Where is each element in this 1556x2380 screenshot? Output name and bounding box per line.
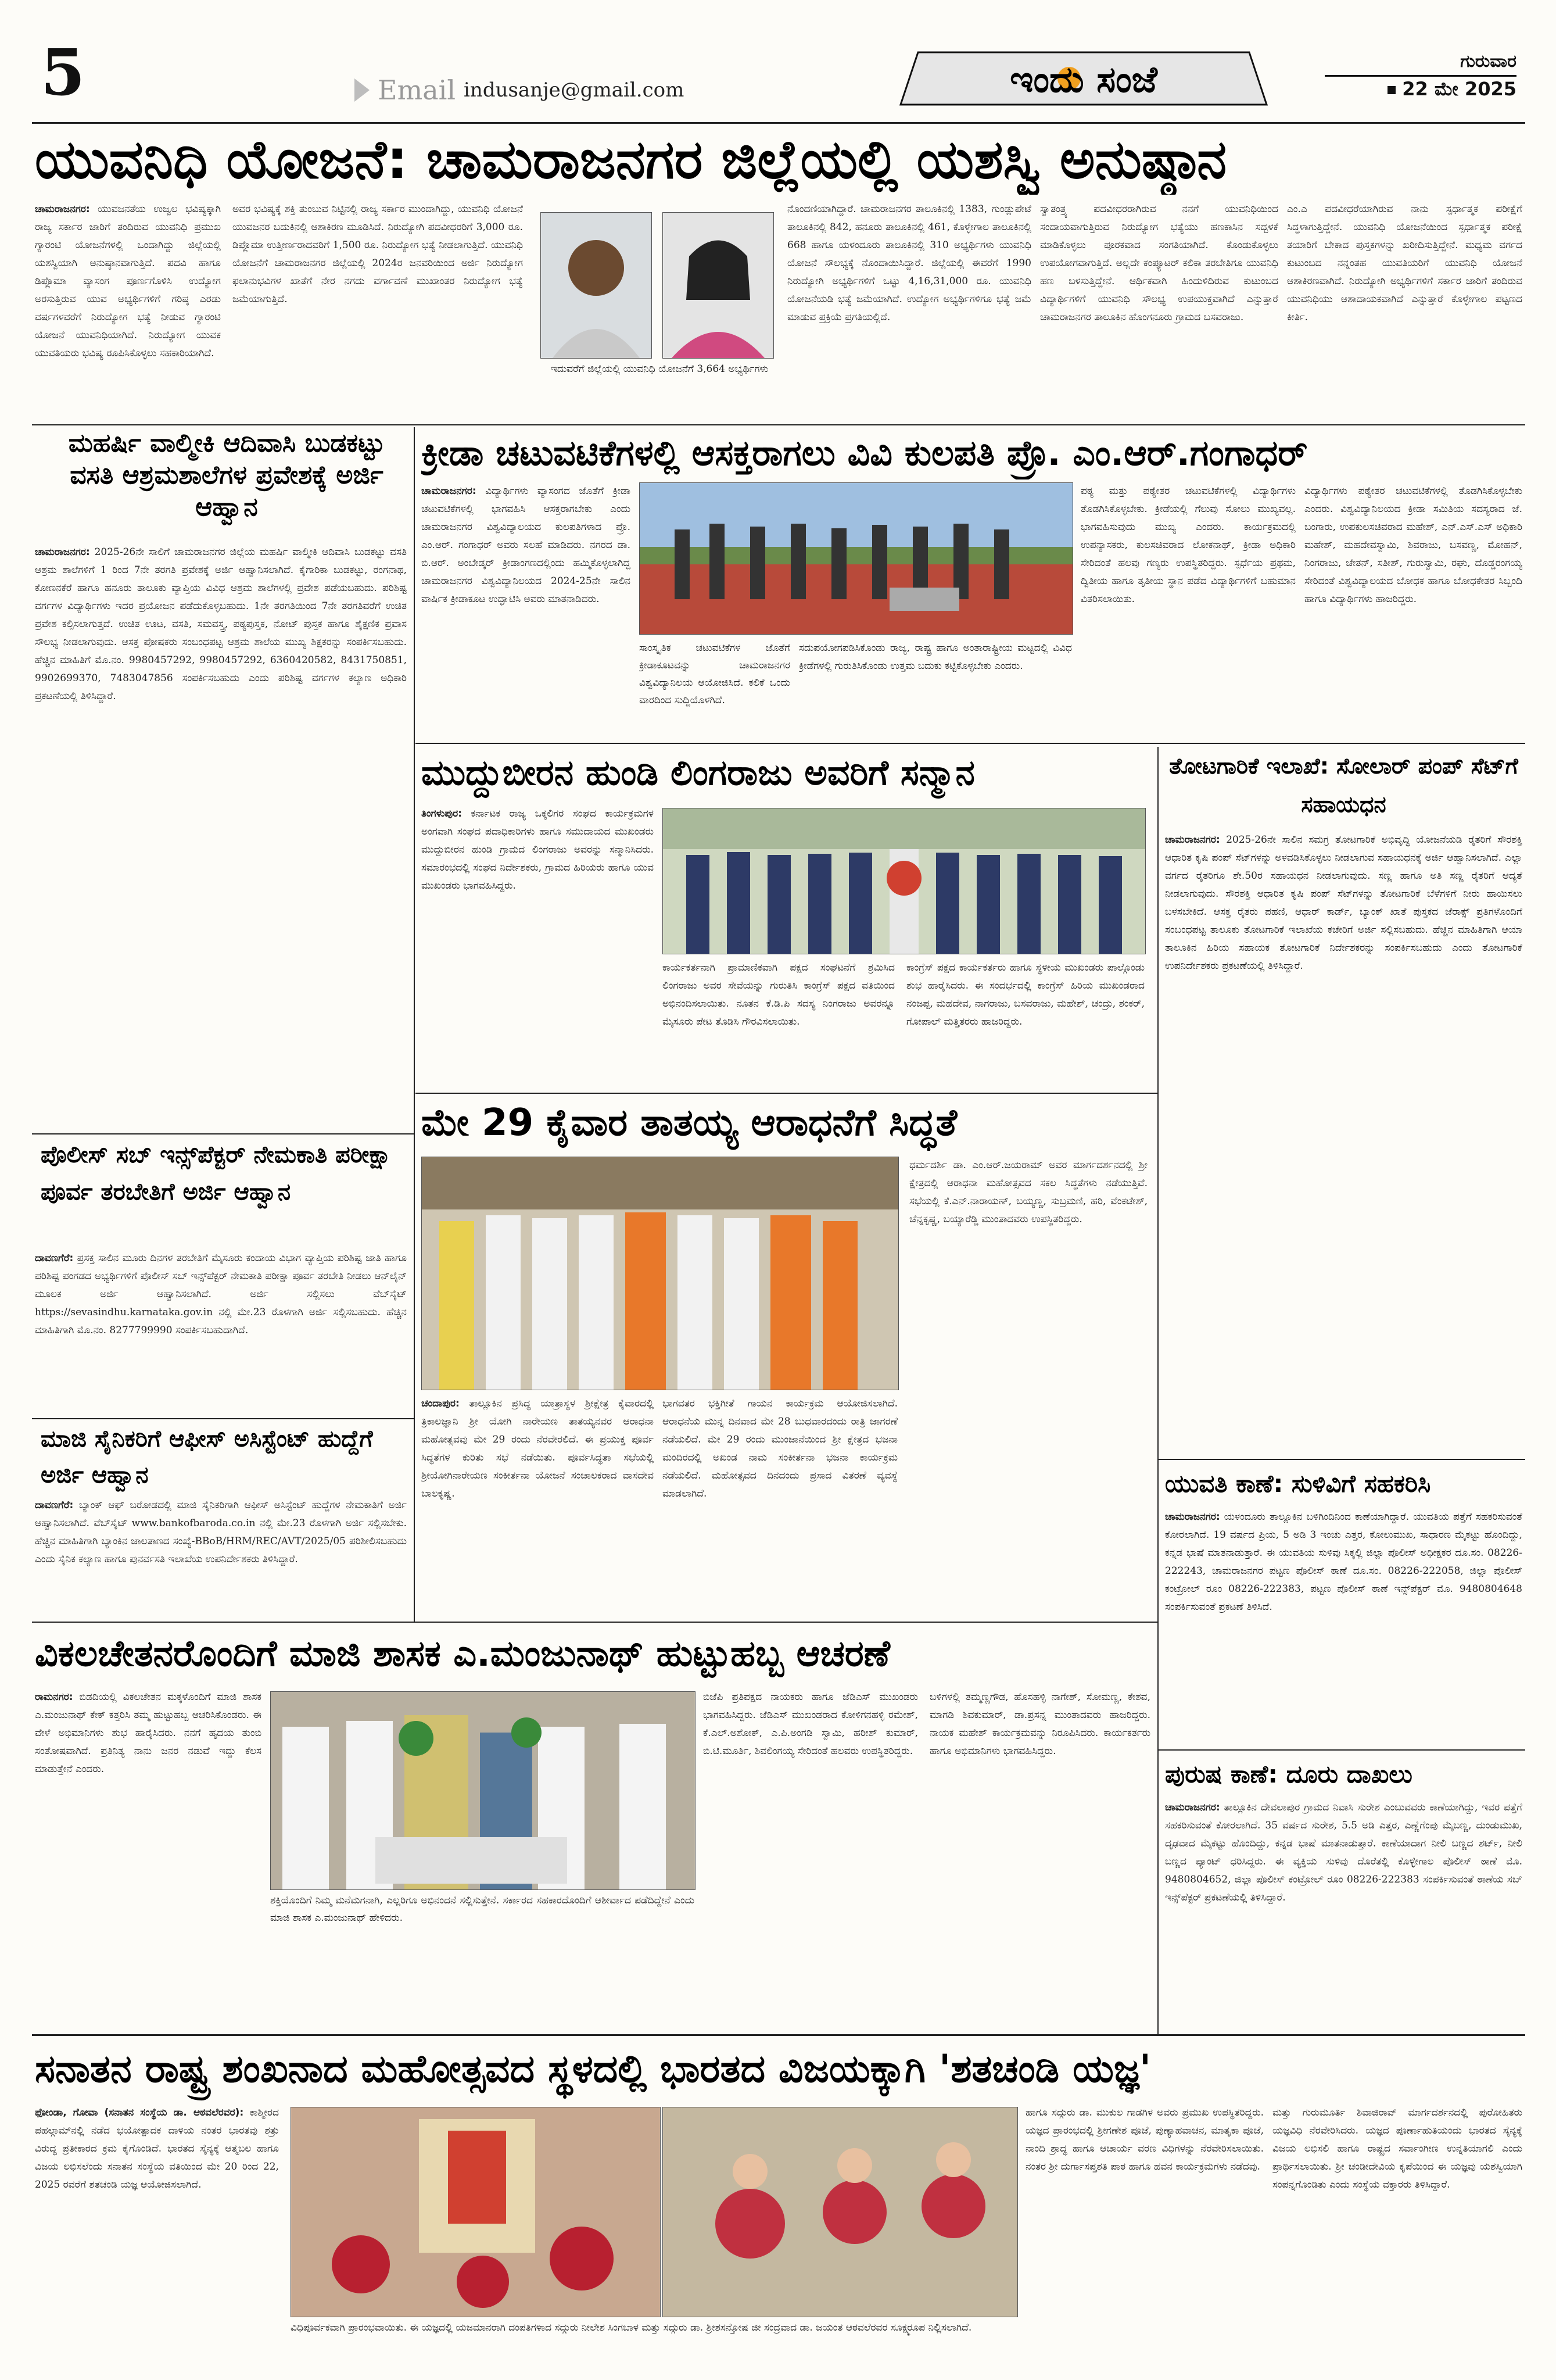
story3-col2: ಸದುಪಯೋಗಪಡಿಸಿಕೊಂಡು ರಾಜ್ಯ, ರಾಷ್ಟ್ರ ಹಾಗೂ ಅಂತಾರಾಷ್ಟ್ರೀಯ ಮಟ್ಟದಲ್ಲಿ ವಿವಿಧ ಕ್ರೀಡೆಗಳಲ್ಲಿ ಗುರುತಿಸಿಕೊಂಡು ಉತ್ತಮ ಬದುಕು ಕಟ್ಟಿಕೊಳ್ಳಬೇಕು ಎಂದರು. bbox=[799, 642, 1072, 672]
issue-day: ಗುರುವಾರ bbox=[1460, 51, 1516, 71]
story1-col1 bbox=[35, 201, 221, 433]
masthead-logo bbox=[895, 46, 1272, 110]
story5-photo bbox=[421, 1157, 899, 1390]
arrow-icon bbox=[354, 78, 370, 102]
story3-col3: ಪಠ್ಯ ಮತ್ತು ಪಠ್ಯೇತರ ಚಟುವಟಿಕೆಗಳಲ್ಲಿ ವಿದ್ಯಾರ್ಥಿಗಳು ತೊಡಗಿಸಿಕೊಳ್ಳಬೇಕು. ಕ್ರೀಡೆಯಲ್ಲಿ ಗೆಲುವು ಸೋಲು ಮುಖ್ಯವಲ್ಲ. ಭಾಗವಹಿಸುವುದು ಮುಖ್ಯ ಎಂದರು. ಕಾರ್ಯಕ್ರಮದಲ್ಲಿ ಉಪನ್ಯಾಸಕರು, ಕುಲಸಚಿವರಾದ ಲೋಕನಾಥ್, ಕ್ರೀಡಾ ಅಧಿಕಾರಿ ಸೇರಿದಂತೆ ಹಲವು ಗಣ್ಯರು ಉಪಸ್ಥಿತರಿದ್ದರು. ಸ್ಪರ್ಧೆಯ ಪ್ರಥಮ, ದ್ವಿತೀಯ ಹಾಗೂ ತೃತೀಯ ಸ್ಥಾನ ಪಡೆದ ವಿದ್ಯಾರ್ಥಿಗಳಿಗೆ ಬಹುಮಾನ ವಿತರಿಸಲಾಯಿತು. bbox=[1081, 485, 1296, 605]
story8-headline: ತೋಟಗಾರಿಕೆ ಇಲಾಖೆ: ಸೋಲಾರ್ ಪಂಪ್ ಸೆಟ್‌ಗೆ ಸಹಾಯಧನ bbox=[1169, 753, 1518, 817]
story6-headline: ಪೊಲೀಸ್ ಸಬ್ ಇನ್ಸ್‌ಪೆಕ್ಟರ್ ನೇಮಕಾತಿ ಪರೀಕ್ಷಾ ಪೂರ್ವ ತರಬೇತಿಗೆ ಅರ್ಜಿ ಆಹ್ವಾನ bbox=[41, 1141, 392, 1205]
issue-date-text bbox=[1325, 75, 1516, 101]
story11-photo bbox=[270, 1691, 695, 1890]
story5-dateline: ಚಂದಾಪುರ: bbox=[421, 1398, 460, 1409]
story11-col1-text: ಬಿಡದಿಯಲ್ಲಿ ವಿಕಲಚೇತನ ಮಕ್ಕಳೊಂದಿಗೆ ಮಾಜಿ ಶಾಸಕ ಎ.ಮಂಜುನಾಥ್ ಕೇಕ್ ಕತ್ತರಿಸಿ ತಮ್ಮ ಹುಟ್ಟುಹಬ್ಬ ಆಚರಿಸಿಕೊಂಡರು. ಈ ವೇಳೆ ಅಭಿಮಾನಿಗಳು ಶುಭ ಹಾರೈಸಿದರು. ನನಗೆ ಹೃದಯ ತುಂಬಿ ಸಂತೋಷವಾಗಿದೆ. ಪ್ರತಿನಿತ್ಯ ನಾನು ಜನರ ನಡುವೆ ಇದ್ದು ಕೆಲಸ ಮಾಡುತ್ತೇನೆ ಎಂದರು. bbox=[35, 1691, 261, 1775]
story4-photo bbox=[662, 808, 1146, 954]
email-line bbox=[354, 74, 684, 106]
story10-headline: ಪುರುಷ ಕಾಣೆ: ದೂರು ದಾಖಲು bbox=[1165, 1760, 1412, 1788]
story12-col1 bbox=[35, 2104, 279, 2365]
story9-text: ಯಳಂದೂರು ತಾಲ್ಲೂಕಿನ ಬಳಿಗಿಂದಿನಿಂದ ಕಾಣೆಯಾಗಿದ್ದಾರೆ. ಯುವತಿಯ ಪತ್ತೆಗೆ ಸಹಕರಿಸುವಂತೆ ಕೋರಲಾಗಿದೆ. 19 ವರ್ಷದ ಪ್ರಿಯ, 5 ಅಡಿ 3 ಇಂಚು ಎತ್ತರ, ಕೋಲುಮುಖ, ಸಾಧಾರಣ ಮೈಕಟ್ಟು ಹೊಂದಿದ್ದು, ಕನ್ನಡ ಭಾಷೆ ಮಾತನಾಡುತ್ತಾರೆ. ಈ ಯುವತಿಯ ಸುಳಿವು ಸಿಕ್ಕಲ್ಲಿ ಜಿಲ್ಲಾ ಪೊಲೀಸ್ ಅಧೀಕ್ಷಕರ ದೂ.ಸಂ. 08226-222243, ಚಾಮರಾಜನಗರ ಪಟ್ಟಣ ಪೊಲೀಸ್ ಠಾಣೆ ದೂ.ಸಂ. 08226-222058, ಜಿಲ್ಲಾ ಪೊಲೀಸ್ ಕಂಟ್ರೋಲ್ ರೂಂ 08226-222383, ಪಟ್ಟಣ ಪೊಲೀಸ್ ಠಾಣೆ ಇನ್ಸ್‌ಪೆಕ್ಟರ್ ಮೊ. 9480804648 ಸಂಪರ್ಕಿಸುವಂತೆ ಪ್ರಕಟಣೆ ತಿಳಿಸಿದೆ. bbox=[1165, 1511, 1522, 1613]
story7-dateline: ದಾವಣಗೆರೆ: bbox=[35, 1499, 74, 1511]
story3-col1 bbox=[421, 482, 630, 738]
story3-col4: ವಿದ್ಯಾರ್ಥಿಗಳು ಪಠ್ಯೇತರ ಚಟುವಟಿಕೆಗಳಲ್ಲಿ ತೊಡಗಿಸಿಕೊಳ್ಳಬೇಕು ಎಂದರು. ವಿಶ್ವವಿದ್ಯಾನಿಲಯದ ಕ್ರೀಡಾ ಸಮಿತಿಯ ಸದಸ್ಯರಾದ ಜೆ. ಬಂಗಾರು, ಉಪಕುಲಸಚಿವರಾದ ಮಹೇಶ್, ಎನ್.ಎಸ್.ಎಸ್ ಅಧಿಕಾರಿ ಮಹೇಶ್, ಮಹದೇವಸ್ವಾಮಿ, ಶಿವರಾಜು, ಬಸವಣ್ಣ, ಮೋಹನ್, ನಿಂಗರಾಜು, ಚೇತನ್, ಸತೀಶ್, ಗುರುಸ್ವಾಮಿ, ರಘು, ದೊಡ್ಡರಂಗಯ್ಯ ಸೇರಿದಂತೆ ವಿಶ್ವವಿದ್ಯಾಲಯದ ಬೋಧಕ ಹಾಗೂ ಬೋಧಕೇತರ ಸಿಬ್ಬಂದಿ ಹಾಗೂ ವಿದ್ಯಾರ್ಥಿಗಳು ಹಾಜರಿದ್ದರು. bbox=[1304, 485, 1522, 605]
story10-text: ತಾಲ್ಲೂಕಿನ ದೇವಲಾಪುರ ಗ್ರಾಮದ ನಿವಾಸಿ ಸುರೇಶ ಎಂಬುವವರು ಕಾಣೆಯಾಗಿದ್ದು, ಇವರ ಪತ್ತೆಗೆ ಸಹಕರಿಸುವಂತೆ ಕೋರಲಾಗಿದೆ. 35 ವರ್ಷದ ಸುರೇಶ, 5.5 ಅಡಿ ಎತ್ತರ, ಎಣ್ಣೆಗೆಂಪು ಮೈಬಣ್ಣ, ದುಂಡುಮುಖ, ದೃಢವಾದ ಮೈಕಟ್ಟು ಹೊಂದಿದ್ದು, ಕನ್ನಡ ಭಾಷೆ ಮಾತನಾಡುತ್ತಾರೆ. ಕಾಣೆಯಾದಾಗ ನೀಲಿ ಬಣ್ಣದ ಶರ್ಟ್, ನೀಲಿ ಬಣ್ಣದ ಪ್ಯಾಂಟ್ ಧರಿಸಿದ್ದರು. ಈ ವ್ಯಕ್ತಿಯ ಸುಳಿವು ದೊರೆತಲ್ಲಿ ಕೊಳ್ಳೇಗಾಲ ಪೊಲೀಸ್ ಠಾಣೆ ಮೊ. 9480804652, ಜಿಲ್ಲಾ ಪೊಲೀಸ್ ಕಂಟ್ರೋಲ್ ರೂಂ 08226-222383 ಸಂಪರ್ಕಿಸುವಂತೆ ಠಾಣೆಯ ಸಬ್ ಇನ್ಸ್‌ಪೆಕ್ಟರ್ ಪ್ರಕಟಣೆಯಲ್ಲಿ ತಿಳಿಸಿದ್ದಾರೆ. bbox=[1165, 1802, 1522, 1903]
story12-col3: ಮತ್ತು ಗುರುಮೂರ್ತಿ ಶಿವಾಜಿರಾವ್ ಮಾರ್ಗದರ್ಶನದಲ್ಲಿ ಪುರೋಹಿತರು ಯಜ್ಞವಿಧಿ ನೆರವೇರಿಸಿದರು. ಯಜ್ಞದ ಪೂರ್ಣಾಹುತಿಯಂದು ಭಾರತದ ಸೈನ್ಯಕ್ಕೆ ವಿಜಯ ಲಭಿಸಲಿ ಹಾಗೂ ರಾಷ್ಟ್ರದ ಸರ್ವಾಂಗೀಣ ಉನ್ನತಿಯಾಗಲಿ ಎಂದು ಪ್ರಾರ್ಥಿಸಲಾಯಿತು. ಶ್ರೀ ಚಂಡೀದೇವಿಯ ಕೃಪೆಯಿಂದ ಈ ಯಜ್ಞವು ಯಶಸ್ವಿಯಾಗಿ ಸಂಪನ್ನಗೊಂಡಿತು ಎಂದು ಸಂಸ್ಥೆಯ ವಕ್ತಾರರು ತಿಳಿಸಿದ್ದಾರೆ. bbox=[1272, 2107, 1522, 2191]
issue-date bbox=[1325, 51, 1516, 101]
story1-col1-text: ಯುವಜನತೆಯ ಉಜ್ವಲ ಭವಿಷ್ಯಕ್ಕಾಗಿ ರಾಜ್ಯ ಸರ್ಕಾರ ಜಾರಿಗೆ ತಂದಿರುವ ಯುವನಿಧಿ ಪ್ರಮುಖ ಗ್ಯಾರಂಟಿ ಯೋಜನೆಗಳಲ್ಲಿ ಒಂದಾಗಿದ್ದು ಜಿಲ್ಲೆಯಲ್ಲಿ ಯಶಸ್ವಿಯಾಗಿ ಅನುಷ್ಠಾನವಾಗುತ್ತಿದೆ. ಪದವಿ ಹಾಗೂ ಡಿಪ್ಲೊಮಾ ವ್ಯಾಸಂಗ ಪೂರ್ಣಗೊಳಿಸಿ ಉದ್ಯೋಗ ಅರಸುತ್ತಿರುವ ಯುವ ಅಭ್ಯರ್ಥಿಗಳಿಗೆ ಗರಿಷ್ಠ ಎರಡು ವರ್ಷಗಳವರೆಗೆ ನಿರುದ್ಯೋಗ ಭತ್ಯೆ ನೀಡುವ ಗ್ಯಾರಂಟಿ ಯೋಜನೆ ಯುವನಿಧಿಯಾಗಿದೆ. ನಿರುದ್ಯೋಗ ಯುವಕ ಯುವತಿಯರು ಭವಿಷ್ಯ ರೂಪಿಸಿಕೊಳ್ಳಲು ಸಹಕಾರಿಯಾಗಿದೆ. bbox=[35, 203, 221, 359]
story11-col3: ಬಳಿಗಳಲ್ಲಿ ತಮ್ಮಣ್ಣಗೌಡ, ಹೊಸಹಳ್ಳಿ ನಾಗೇಶ್, ಸೋಮಣ್ಣ, ಕೇಶವ, ಮಾಗಡಿ ಶಿವಕುಮಾರ್, ಡಾ.ಪ್ರಸನ್ನ ಮುಂತಾದವರು ಹಾಜರಿದ್ದರು. ನಾಯಕ ಮಹೇಶ್ ಕಾರ್ಯಕ್ರಮವನ್ನು ನಿರೂಪಿಸಿದರು. ಕಾರ್ಯಕರ್ತರು ಹಾಗೂ ಅಭಿಮಾನಿಗಳು ಭಾಗವಹಿಸಿದ್ದರು. bbox=[930, 1691, 1150, 1757]
date-text: 22 ಮೇ 2025 bbox=[1402, 78, 1516, 100]
story11-photo-caption: ಶಕ್ತಿಯೊಂದಿಗೆ ನಿಮ್ಮ ಮನೆಮಗನಾಗಿ, ಎಲ್ಲರಿಗೂ ಅಭಿನಂದನೆ ಸಲ್ಲಿಸುತ್ತೇನೆ. ಸರ್ಕಾರದ ಸಹಕಾರದೊಂದಿಗೆ ಆಶೀರ್ವಾದ ಪಡೆದಿದ್ದೇನೆ ಎಂದು ಮಾಜಿ ಶಾಸಕ ಎ.ಮಂಜುನಾಥ್ ಹೇಳಿದರು. bbox=[270, 1895, 694, 1924]
story6-dateline: ದಾವಣಗೆರೆ: bbox=[35, 1252, 74, 1264]
bullet-icon bbox=[1388, 86, 1396, 94]
story1-photo-man bbox=[540, 212, 652, 359]
story9-dateline: ಚಾಮರಾಜನಗರ: bbox=[1165, 1511, 1220, 1523]
email-label: Email bbox=[378, 74, 456, 106]
story4-dateline: ತಿಂಗಳುಪುರ: bbox=[421, 808, 463, 819]
logo-text: ಇಂದು ಸಂಜೆ bbox=[1010, 58, 1157, 101]
story2-text: 2025-26ನೇ ಸಾಲಿಗೆ ಚಾಮರಾಜನಗರ ಜಿಲ್ಲೆಯ ಮಹರ್ಷಿ ವಾಲ್ಮೀಕಿ ಆದಿವಾಸಿ ಬುಡಕಟ್ಟು ವಸತಿ ಆಶ್ರಮ ಶಾಲೆಗಳಿಗೆ 1 ರಿಂದ 7ನೇ ತರಗತಿ ಪ್ರವೇಶಕ್ಕೆ ಅರ್ಜಿ ಆಹ್ವಾನಿಸಲಾಗಿದೆ. ಕೈಗಾರಿಕಾ ಬುಡಕಟ್ಟು, ರಂಗನಾಥ, ಕೋಣನಕೆರೆ ಹಾಗೂ ಹನೂರು ತಾಲೂಕು ವ್ಯಾಪ್ತಿಯ ವಿವಿಧ ಆಶ್ರಮ ಶಾಲೆಗಳಲ್ಲಿ ಪ್ರವೇಶ ಪಡೆಯಬಹುದು. ಪರಿಶಿಷ್ಟ ವರ್ಗಗಳ ವಿದ್ಯಾರ್ಥಿಗಳು ಇದರ ಪ್ರಯೋಜನ ಪಡೆದುಕೊಳ್ಳಬಹುದು. 1ನೇ ತರಗತಿಯಿಂದ 7ನೇ ತರಗತಿವರೆಗೆ ಉಚಿತ ಪ್ರವೇಶ ಕಲ್ಪಿಸಲಾಗುತ್ತದೆ. ಉಚಿತ ಊಟ, ವಸತಿ, ಸಮವಸ್ತ್ರ, ಪಠ್ಯಪುಸ್ತಕ, ನೋಟ್ ಪುಸ್ತಕ ಹಾಗೂ ಶೈಕ್ಷಣಿಕ ಪ್ರವಾಸ ಸೌಲಭ್ಯ ನೀಡಲಾಗುವುದು. ಆಸಕ್ತ ಪೋಷಕರು ಸಂಬಂಧಪಟ್ಟ ಆಶ್ರಮ ಶಾಲೆಯ ಮುಖ್ಯ ಶಿಕ್ಷಕರನ್ನು ಸಂಪರ್ಕಿಸಬಹುದು. ಹೆಚ್ಚಿನ ಮಾಹಿತಿಗೆ ಮೊ.ನಂ. 9980457292, 9980457292, 6360420582, 8431750851, 9902699370, 7483047856 ಸಂಪರ್ಕಿಸಬಹುದು ಎಂದು ಪರಿಶಿಷ್ಟ ವರ್ಗಗಳ ಕಲ್ಯಾಣ ಅಧಿಕಾರಿ ಪ್ರಕಟಣೆಯಲ್ಲಿ ತಿಳಿಸಿದ್ದಾರೆ. bbox=[35, 546, 407, 702]
story9-headline: ಯುವತಿ ಕಾಣೆ: ಸುಳಿವಿಗೆ ಸಹಕರಿಸಿ bbox=[1165, 1469, 1431, 1498]
story5-col1-text: ತಾಲ್ಲೂಕಿನ ಪ್ರಸಿದ್ಧ ಯಾತ್ರಾಸ್ಥಳ ಶ್ರೀಕ್ಷೇತ್ರ ಕೈವಾರದಲ್ಲಿ ತ್ರಿಕಾಲಜ್ಞಾನಿ ಶ್ರೀ ಯೋಗಿ ನಾರೇಯಣ ತಾತಯ್ಯನವರ ಆರಾಧನಾ ಮಹೋತ್ಸವವು ಮೇ 29 ರಂದು ನೆರವೇರಲಿದೆ. ಈ ಪ್ರಯುಕ್ತ ಪೂರ್ವ ಸಿದ್ಧತೆಗಳ ಕುರಿತು ಸಭೆ ನಡೆಯಿತು. ಪೂರ್ವಸಿದ್ಧತಾ ಸಭೆಯಲ್ಲಿ ಶ್ರೀಯೋಗಿನಾರೇಯಣ ಸಂಕೀರ್ತನಾ ಯೋಜನೆ ಸಂಚಾಲಕರಾದ ವಾಸದೇವ ಬಾಲಕೃಷ್ಣ. bbox=[421, 1398, 654, 1499]
story1-dateline: ಚಾಮರಾಜನಗರ: bbox=[35, 203, 90, 215]
story5-col2: ಭಾಗವತರ ಭಕ್ತಿಗೀತೆ ಗಾಯನ ಕಾರ್ಯಕ್ರಮ ಆಯೋಜಿಸಲಾಗಿದೆ. ಆರಾಧನೆಯ ಮುನ್ನ ದಿನವಾದ ಮೇ 28 ಬುಧವಾರದಂದು ರಾತ್ರಿ ಜಾಗರಣೆ ನಡೆಯಲಿದೆ. ಮೇ 29 ರಂದು ಮುಂಜಾನೆಯಿಂದ ಶ್ರೀ ಕ್ಷೇತ್ರದ ಭಜನಾ ಮಂದಿರದಲ್ಲಿ ಅಖಂಡ ನಾಮ ಸಂಕೀರ್ತನಾ ಭಜನಾ ಕಾರ್ಯಕ್ರಮ ನಡೆಯಲಿದೆ. ಮಹೋತ್ಸವದ ದಿನದಂದು ಪ್ರಸಾದ ವಿತರಣೆ ವ್ಯವಸ್ಥೆ ಮಾಡಲಾಗಿದೆ. bbox=[662, 1398, 898, 1499]
story6-text: ಪ್ರಸಕ್ತ ಸಾಲಿನ ಮೂರು ದಿನಗಳ ತರಬೇತಿಗೆ ಮೈಸೂರು ಕಂದಾಯ ವಿಭಾಗ ವ್ಯಾಪ್ತಿಯ ಪರಿಶಿಷ್ಟ ಜಾತಿ ಹಾಗೂ ಪರಿಶಿಷ್ಟ ಪಂಗಡದ ಅಭ್ಯರ್ಥಿಗಳಿಗೆ ಪೊಲೀಸ್ ಸಬ್ ಇನ್ಸ್‌ಪೆಕ್ಟರ್ ನೇಮಕಾತಿ ಪರೀಕ್ಷಾ ಪೂರ್ವ ತರಬೇತಿ ನೀಡಲು ಆನ್‌ಲೈನ್ ಮೂಲಕ ಅರ್ಜಿ ಆಹ್ವಾನಿಸಲಾಗಿದೆ. ಅರ್ಜಿ ಸಲ್ಲಿಸಲು ವೆಬ್‌ಸೈಟ್ https://sevasindhu.karnataka.gov.in ನಲ್ಲಿ ಮೇ.23 ರೊಳಗಾಗಿ ಅರ್ಜಿ ಸಲ್ಲಿಸಬಹುದು. ಹೆಚ್ಚಿನ ಮಾಹಿತಿಗಾಗಿ ಮೊ.ನಂ. 8277799990 ಸಂಪರ್ಕಿಸಬಹುದಾಗಿದೆ. bbox=[35, 1252, 407, 1336]
story12-col2: ಹಾಗೂ ಸದ್ಗುರು ಡಾ. ಮುಕುಲ ಗಾಡಗಿಳ ಅವರು ಪ್ರಮುಖ ಉಪಸ್ಥಿತರಿದ್ದರು. ಯಜ್ಞದ ಪ್ರಾರಂಭದಲ್ಲಿ ಶ್ರೀಗಣೇಶ ಪೂಜೆ, ಪುಣ್ಯಾಹವಾಚನ, ಮಾತೃಕಾ ಪೂಜೆ, ನಾಂದಿ ಶ್ರಾದ್ಧ ಹಾಗೂ ಆಚಾರ್ಯ ವರಣ ವಿಧಿಗಳನ್ನು ನೆರವೇರಿಸಲಾಯಿತು. ನಂತರ ಶ್ರೀ ದುರ್ಗಾಸಪ್ತಶತಿ ಪಾಠ ಹಾಗೂ ಹವನ ಕಾರ್ಯಕ್ರಮಗಳು ನಡೆದವು. bbox=[1026, 2107, 1264, 2173]
story12-col1-text: ಕಾಶ್ಮೀರದ ಪಹಲ್ಗಾಮ್‌ನಲ್ಲಿ ನಡೆದ ಭಯೋತ್ಪಾದಕ ದಾಳಿಯ ನಂತರ ಭಾರತವು ಶತ್ರು ವಿರುದ್ಧ ಪ್ರತೀಕಾರದ ಕ್ರಮ ಕೈಗೊಂಡಿದೆ. ಭಾರತದ ಸೈನ್ಯಕ್ಕೆ ಆತ್ಮಬಲ ಹಾಗೂ ವಿಜಯ ಲಭಿಸಲೆಂದು ಸನಾತನ ಸಂಸ್ಥೆಯ ವತಿಯಿಂದ ಮೇ 20 ರಿಂದ 22, 2025 ರವರೆಗೆ ಶತಚಂಡಿ ಯಜ್ಞ ಆಯೋಜಿಸಲಾಗಿದೆ. bbox=[35, 2107, 279, 2191]
story11-col1 bbox=[35, 1688, 261, 2031]
story1-col3: ನೊಂದಣಿಯಾಗಿದ್ದಾರೆ. ಚಾಮರಾಜನಗರ ತಾಲೂಕಿನಲ್ಲಿ 1383, ಗುಂಡ್ಲುಪೇಟೆ ತಾಲೂಕಿನಲ್ಲಿ 842, ಹನೂರು ತಾಲೂಕಿನಲ್ಲಿ 461, ಕೊಳ್ಳೇಗಾಲ ತಾಲೂಕಿನಲ್ಲಿ 668 ಹಾಗೂ ಯಳಂದೂರು ತಾಲೂಕಿನಲ್ಲಿ 310 ಅಭ್ಯರ್ಥಿಗಳು ಯುವನಿಧಿ ಯೋಜನೆ ಸೌಲಭ್ಯಕ್ಕೆ ನೊಂದಾಯಿಸಿದ್ದಾರೆ. ಜಿಲ್ಲೆಯಲ್ಲಿ ಈವರೆಗೆ 1990 ನಿರುದ್ಯೋಗಿ ಅಭ್ಯರ್ಥಿಗಳಿಗೆ ಒಟ್ಟು 4,16,31,000 ರೂ. ಯುವನಿಧಿ ಯೋಜನೆಯಡಿ ಭತ್ಯೆ ಜಮೆಯಾಗಿದೆ. ಉದ್ಯೋಗ ಅಭ್ಯರ್ಥಿಗಳಿಗೂ ಭತ್ಯೆ ಜಮೆ ಮಾಡುವ ಪ್ರಕ್ರಿಯೆ ಪ್ರಗತಿಯಲ್ಲಿದೆ. bbox=[787, 203, 1031, 323]
story1-col5: ಎಂ.ಎ ಪದವೀಧರೆಯಾಗಿರುವ ನಾನು ಸ್ಪರ್ಧಾತ್ಮಕ ಪರೀಕ್ಷೆಗೆ ಸಿದ್ಧಳಾಗುತ್ತಿದ್ದೇನೆ. ಯುವನಿಧಿ ಯೋಜನೆಯಿಂದ ಸ್ಪರ್ಧಾತ್ಮಕ ಪರೀಕ್ಷೆ ತಯಾರಿಗೆ ಬೇಕಾದ ಪುಸ್ತಕಗಳನ್ನು ಖರೀದಿಸುತ್ತಿದ್ದೇನೆ. ಮಧ್ಯಮ ವರ್ಗದ ಕುಟುಂಬದ ನನ್ನಂತಹ ಯುವತಿಯರಿಗೆ ಯುವನಿಧಿ ಯೋಜನೆ ಆಶಾಕಿರಣವಾಗಿದೆ. ನಿರುದ್ಯೋಗಿ ಅಭ್ಯರ್ಥಿಗಳಿಗೆ ಸರ್ಕಾರ ಜಾರಿಗೆ ತಂದಿರುವ ಯುವನಿಧಿಯು ಆಶಾದಾಯಕವಾಗಿದೆ ಎನ್ನುತ್ತಾರೆ ಕೊಳ್ಳೇಗಾಲ ಪಟ್ಟಣದ ಕೀರ್ತಿ. bbox=[1287, 203, 1522, 323]
story12-photo-left bbox=[291, 2107, 661, 2317]
story2-body bbox=[35, 543, 407, 1130]
story7-body bbox=[35, 1497, 407, 1619]
story4-col1 bbox=[421, 805, 654, 1090]
email-address[interactable]: indusanje@gmail.com bbox=[464, 78, 684, 102]
story1-photo-caption: ಇದುವರೆಗೆ ಜಿಲ್ಲೆಯಲ್ಲಿ ಯುವನಿಧಿ ಯೋಜನೆಗೆ 3,664 ಅಭ್ಯರ್ಥಿಗಳು bbox=[550, 363, 769, 375]
story3-headline: ಕ್ರೀಡಾ ಚಟುವಟಿಕೆಗಳಲ್ಲಿ ಆಸಕ್ತರಾಗಲು ವಿವಿ ಕುಲಪತಿ ಪ್ರೊ. ಎಂ.ಆರ್.ಗಂಗಾಧರ್ bbox=[421, 433, 1308, 474]
story6-body bbox=[35, 1250, 407, 1418]
story1-col4: ಸ್ವಾತಂತ್ರ್ಯ ಪದವೀಧರರಾಗಿರುವ ನನಗೆ ಯುವನಿಧಿಯಿಂದ ಸಂದಾಯವಾಗುತ್ತಿರುವ ನಿರುದ್ಯೋಗ ಭತ್ಯೆಯು ಹಣಕಾಸಿನ ಸದ್ಬಳಕೆ ಮಾಡಿಕೊಳ್ಳಲು ಪೂರಕವಾದ ಸಂಗತಿಯಾಗಿದೆ. ಕೊಂಡುಕೊಳ್ಳಲು ಉಪಯೋಗವಾಗುತ್ತಿದೆ. ಅಲ್ಲದೇ ಕಂಪ್ಯೂಟರ್ ಕಲಿಕಾ ತರಬೇತಿಗೂ ಯುವನಿಧಿ ಹಣ ಬಳಸುತ್ತಿದ್ದೇನೆ. ಆರ್ಥಿಕವಾಗಿ ಹಿಂದುಳಿದಿರುವ ಕುಟುಂಬದ ವಿದ್ಯಾರ್ಥಿಗಳಿಗೆ ಯುವನಿಧಿ ಸೌಲಭ್ಯ ಉಪಯುಕ್ತವಾಗಿದೆ ಎನ್ನುತ್ತಾರೆ ಚಾಮರಾಜನಗರ ತಾಲೂಕಿನ ಹೊಂಗನೂರು ಗ್ರಾಮದ ಬಸವರಾಜು. bbox=[1040, 203, 1278, 323]
story3-col1-text: ವಿದ್ಯಾರ್ಥಿಗಳು ವ್ಯಾಸಂಗದ ಜೊತೆಗೆ ಕ್ರೀಡಾ ಚಟುವಟಿಕೆಗಳಲ್ಲಿ ಭಾಗವಹಿಸಿ ಆಸಕ್ತರಾಗಬೇಕು ಎಂದು ಚಾಮರಾಜನಗರ ವಿಶ್ವವಿದ್ಯಾಲಯದ ಕುಲಪತಿಗಳಾದ ಪ್ರೊ. ಎಂ.ಆರ್. ಗಂಗಾಧರ್ ಅವರು ಸಲಹೆ ಮಾಡಿದರು. ನಗರದ ಡಾ. ಬಿ.ಆರ್. ಅಂಬೇಡ್ಕರ್ ಕ್ರೀಡಾಂಗಣದಲ್ಲಿಂದು ಹಮ್ಮಿಕೊಳ್ಳಲಾಗಿದ್ದ ಚಾಮರಾಜನಗರ ವಿಶ್ವವಿದ್ಯಾನಿಲಯದ 2024-25ನೇ ಸಾಲಿನ ವಾರ್ಷಿಕ ಕ್ರೀಡಾಕೂಟ ಉದ್ಘಾಟಿಸಿ ಅವರು ಮಾತನಾಡಿದರು. bbox=[421, 485, 630, 605]
story4-col1-text: ಕರ್ನಾಟಕ ರಾಜ್ಯ ಒಕ್ಕಲಿಗರ ಸಂಘದ ಕಾರ್ಯಕ್ರಮಗಳ ಅಂಗವಾಗಿ ಸಂಘದ ಪದಾಧಿಕಾರಿಗಳು ಹಾಗೂ ಸಮುದಾಯದ ಮುಖಂಡರು ಮುದ್ದುಬೀರನ ಹುಂಡಿ ಗ್ರಾಮದ ಲಿಂಗರಾಜು ಅವರನ್ನು ಸನ್ಮಾನಿಸಿದರು. ಸಮಾರಂಭದಲ್ಲಿ ಸಂಘದ ನಿರ್ದೇಶಕರು, ಗ್ರಾಮದ ಹಿರಿಯರು ಹಾಗೂ ಯುವ ಮುಖಂಡರು ಭಾಗವಹಿಸಿದ್ದರು. bbox=[421, 808, 654, 892]
story4-col2: ಕಾರ್ಯಕರ್ತನಾಗಿ ಪ್ರಾಮಾಣಿಕವಾಗಿ ಪಕ್ಷದ ಸಂಘಟನೆಗೆ ಶ್ರಮಿಸಿದ ಲಿಂಗರಾಜು ಅವರ ಸೇವೆಯನ್ನು ಗುರುತಿಸಿ ಕಾಂಗ್ರೆಸ್ ಪಕ್ಷದ ವತಿಯಿಂದ ಅಭಿನಂದಿಸಲಾಯಿತು. ನೂತನ ಕೆ.ಡಿ.ಪಿ ಸದಸ್ಯ ನಿಂಗರಾಜು ಅವರನ್ನೂ ಮೈಸೂರು ಪೇಟ ತೊಡಿಸಿ ಗೌರವಿಸಲಾಯಿತು. bbox=[662, 962, 895, 1028]
page-number: 5 bbox=[41, 35, 85, 110]
story1-photo-woman bbox=[662, 212, 774, 359]
story11-col2: ಬಿಜೆಪಿ ಪ್ರತಿಪಕ್ಷದ ನಾಯಕರು ಹಾಗೂ ಜೆಡಿಎಸ್ ಮುಖಂಡರು ಭಾಗವಹಿಸಿದ್ದರು. ಜೆಡಿಎಸ್ ಮುಖಂಡರಾದ ಕೋಳಿಗನಹಳ್ಳಿ ರಮೇಶ್, ಕೆ.ಎಲ್.ಅಶೋಕ್, ಎ.ಪಿ.ಅಂಗಡಿ ಸ್ವಾಮಿ, ಹರೀಶ್ ಕುಮಾರ್, ಬಿ.ಟಿ.ಮೂರ್ತಿ, ಶಿವಲಿಂಗಯ್ಯ ಸೇರಿದಂತೆ ಹಲವರು ಉಪಸ್ಥಿತರಿದ್ದರು. bbox=[703, 1691, 918, 1757]
story3-photo-caption: ಸಾಂಸ್ಕೃತಿಕ ಚಟುವಟಿಕೆಗಳ ಜೊತೆಗೆ ಕ್ರೀಡಾಕೂಟವನ್ನು ಚಾಮರಾಜನಗರ ವಿಶ್ವವಿದ್ಯಾನಿಲಯ ಆಯೋಜಿಸಿದೆ. ಕಲಿಕೆ ಒಂದು ವಾರದಿಂದ ಸುದ್ದಿಯೊಳಗಿದೆ. bbox=[639, 642, 790, 706]
story1-col2: ಅವರ ಭವಿಷ್ಯಕ್ಕೆ ಶಕ್ತಿ ತುಂಬುವ ನಿಟ್ಟಿನಲ್ಲಿ ರಾಜ್ಯ ಸರ್ಕಾರ ಮುಂದಾಗಿದ್ದು, ಯುವನಿಧಿ ಯೋಜನೆ ಯುವಜನರ ಬದುಕಿನಲ್ಲಿ ಆಶಾಕಿರಣ ಮೂಡಿಸಿದೆ. ನಿರುದ್ಯೋಗಿ ಪದವೀಧರರಿಗೆ 3,000 ರೂ. ಡಿಪ್ಲೊಮಾ ಉತ್ತೀರ್ಣರಾದವರಿಗೆ 1,500 ರೂ. ನಿರುದ್ಯೋಗ ಭತ್ಯೆ ನೀಡಲಾಗುತ್ತಿದೆ. ಯುವನಿಧಿ ಯೋಜನೆಗೆ ಚಾಮರಾಜನಗರ ಜಿಲ್ಲೆಯಲ್ಲಿ 2024ರ ಜನವರಿಯಿಂದ ಅರ್ಜಿ ನಿರುದ್ಯೋಗ ಫಲಾನುಭವಿಗಳ ಖಾತೆಗೆ ನೇರ ನಗದು ವರ್ಗಾವಣೆ ಮುಖಾಂತರ ನಿರುದ್ಯೋಗ ಭತ್ಯೆ ಜಮೆಯಾಗುತ್ತಿದೆ. bbox=[232, 203, 523, 305]
story10-body bbox=[1165, 1799, 1522, 2031]
story8-text: 2025-26ನೇ ಸಾಲಿನ ಸಮಗ್ರ ತೋಟಗಾರಿಕೆ ಅಭಿವೃದ್ಧಿ ಯೋಜನೆಯಡಿ ರೈತರಿಗೆ ಸೌರಶಕ್ತಿ ಆಧಾರಿತ ಕೃಷಿ ಪಂಪ್ ಸೆಟ್‌ಗಳನ್ನು ಅಳವಡಿಸಿಕೊಳ್ಳಲು ನೀಡಲಾಗುವ ಸಹಾಯಧನಕ್ಕೆ ಅರ್ಜಿ ಆಹ್ವಾನಿಸಲಾಗಿದೆ. ಎಲ್ಲಾ ವರ್ಗದ ರೈತರಿಗೂ ಶೇ.50ರ ಸಹಾಯಧನ ನೀಡಲಾಗುವುದು. ಸಣ್ಣ ಹಾಗೂ ಅತಿ ಸಣ್ಣ ರೈತರಿಗೆ ಆದ್ಯತೆ ನೀಡಲಾಗುವುದು. ಸೌರಶಕ್ತಿ ಆಧಾರಿತ ಕೃಷಿ ಪಂಪ್ ಸೆಟ್‌ಗಳನ್ನು ತೋಟಗಾರಿಕೆ ಬೆಳೆಗಳಿಗೆ ನೀರು ಹಾಯಿಸಲು ಬಳಸಬೇಕಿದೆ. ಆಸಕ್ತ ರೈತರು ಪಹಣಿ, ಆಧಾರ್ ಕಾರ್ಡ್, ಬ್ಯಾಂಕ್ ಖಾತೆ ಪುಸ್ತಕದ ಜೆರಾಕ್ಸ್ ಪ್ರತಿಗಳೊಂದಿಗೆ ಸಂಬಂಧಪಟ್ಟ ತಾಲೂಕು ತೋಟಗಾರಿಕೆ ಇಲಾಖೆಯ ಕಚೇರಿಗೆ ಅರ್ಜಿ ಸಲ್ಲಿಸಬಹುದು. ಹೆಚ್ಚಿನ ಮಾಹಿತಿಗಾಗಿ ಆಯಾ ತಾಲೂಕಿನ ಹಿರಿಯ ಸಹಾಯಕ ತೋಟಗಾರಿಕೆ ನಿರ್ದೇಶಕರನ್ನು ಸಂಪರ್ಕಿಸಬಹುದು ಎಂದು ತೋಟಗಾರಿಕೆ ಉಪನಿರ್ದೇಶಕರು ಪ್ರಕಟಣೆಯಲ್ಲಿ ತಿಳಿಸಿದ್ದಾರೆ. bbox=[1165, 834, 1522, 972]
story11-dateline: ರಾಮನಗರ: bbox=[35, 1691, 73, 1703]
story4-col3: ಕಾಂಗ್ರೆಸ್ ಪಕ್ಷದ ಕಾರ್ಯಕರ್ತರು ಹಾಗೂ ಸ್ಥಳೀಯ ಮುಖಂಡರು ಪಾಲ್ಗೊಂಡು ಶುಭ ಹಾರೈಸಿದರು. ಈ ಸಂದರ್ಭದಲ್ಲಿ ಕಾಂಗ್ರೆಸ್ ಹಿರಿಯ ಮುಖಂಡರಾದ ನಂಜಪ್ಪ, ಮಹದೇವ, ನಾಗರಾಜು, ಬಸವರಾಜು, ಮಹೇಶ್, ಚಂದ್ರು, ಶಂಕರ್, ಗೋಪಾಲ್ ಮತ್ತಿತರರು ಹಾಜರಿದ್ದರು. bbox=[906, 962, 1145, 1028]
story11-headline: ವಿಕಲಚೇತನರೊಂದಿಗೆ ಮಾಜಿ ಶಾಸಕ ಎ.ಮಂಜುನಾಥ್ ಹುಟ್ಟುಹಬ್ಬ ಆಚರಣೆ bbox=[35, 1632, 890, 1674]
story8-dateline: ಚಾಮರಾಜನಗರ: bbox=[1165, 834, 1220, 846]
story12-photo-right bbox=[662, 2107, 1018, 2317]
story5-headline: ಮೇ 29 ಕೈವಾರ ತಾತಯ್ಯ ಆರಾಧನೆಗೆ ಸಿದ್ಧತೆ bbox=[421, 1101, 958, 1144]
story1-headline: ಯುವನಿಧಿ ಯೋಜನೆ: ಚಾಮರಾಜನಗರ ಜಿಲ್ಲೆಯಲ್ಲಿ ಯಶಸ್ವಿ ಅನುಷ್ಠಾನ bbox=[35, 128, 1227, 191]
story2-headline: ಮಹರ್ಷಿ ವಾಲ್ಮೀಕಿ ಆದಿವಾಸಿ ಬುಡಕಟ್ಟು ವಸತಿ ಆಶ್ರಮಶಾಲೆಗಳ ಪ್ರವೇಶಕ್ಕೆ ಅರ್ಜಿ ಆಹ್ವಾನ bbox=[68, 428, 385, 522]
story12-headline: ಸನಾತನ ರಾಷ್ಟ್ರ ಶಂಖನಾದ ಮಹೋತ್ಸವದ ಸ್ಥಳದಲ್ಲಿ ಭಾರತದ ವಿಜಯಕ್ಕಾಗಿ 'ಶತಚಂಡಿ ಯಜ್ಞ' bbox=[35, 2046, 1152, 2091]
story7-text: ಬ್ಯಾಂಕ್ ಆಫ್ ಬರೋಡದಲ್ಲಿ ಮಾಜಿ ಸೈನಿಕರಿಗಾಗಿ ಆಫೀಸ್ ಅಸಿಸ್ಟೆಂಟ್ ಹುದ್ದೆಗಳ ನೇಮಕಾತಿಗೆ ಅರ್ಜಿ ಆಹ್ವಾನಿಸಲಾಗಿದೆ. ವೆಬ್‌ಸೈಟ್ www.bankofbaroda.co.in ನಲ್ಲಿ ಮೇ.23 ರೊಳಗಾಗಿ ಅರ್ಜಿ ಸಲ್ಲಿಸಬೇಕು. ಹೆಚ್ಚಿನ ಮಾಹಿತಿಗಾಗಿ ಬ್ಯಾಂಕಿನ ಜಾಲತಾಣದ ಸಂಖ್ಯೆ-BBoB/HRM/REC/AVT/2025/05 ಪರಿಶೀಲಿಸಬಹುದು ಎಂದು ಸೈನಿಕ ಕಲ್ಯಾಣ ಹಾಗೂ ಪುನರ್ವಸತಿ ಇಲಾಖೆಯ ಉಪನಿರ್ದೇಶಕರು ತಿಳಿಸಿದ್ದಾರೆ. bbox=[35, 1499, 407, 1565]
story3-dateline: ಚಾಮರಾಜನಗರ: bbox=[421, 485, 476, 497]
story4-headline: ಮುದ್ದುಬೀರನ ಹುಂಡಿ ಲಿಂಗರಾಜು ಅವರಿಗೆ ಸನ್ಮಾನ bbox=[421, 753, 975, 793]
story5-col3: ಧರ್ಮದರ್ಶಿ ಡಾ. ಎಂ.ಆರ್.ಜಯರಾಮ್ ಅವರ ಮಾರ್ಗದರ್ಶನದಲ್ಲಿ ಶ್ರೀ ಕ್ಷೇತ್ರದಲ್ಲಿ ಆರಾಧನಾ ಮಹೋತ್ಸವದ ಸಕಲ ಸಿದ್ಧತೆಗಳು ನಡೆಯುತ್ತಿವೆ. ಸಭೆಯಲ್ಲಿ ಕೆ.ಎನ್.ನಾರಾಯಣ್, ಬಯ್ಯಣ್ಣ, ಸುಬ್ರಮಣಿ, ಹರಿ, ವೆಂಕಟೇಶ್, ಚೆನ್ನಕೃಷ್ಣ, ಬಯ್ಯಾರೆಡ್ಡಿ ಮುಂತಾದವರು ಉಪಸ್ಥಿತರಿದ್ದರು. bbox=[909, 1159, 1148, 1225]
story8-body bbox=[1165, 831, 1522, 1456]
story7-headline: ಮಾಜಿ ಸೈನಿಕರಿಗೆ ಆಫೀಸ್ ಅಸಿಸ್ಟೆಂಟ್ ಹುದ್ದೆಗೆ ಅರ್ಜಿ ಆಹ್ವಾನ bbox=[41, 1426, 373, 1488]
story12-dateline: ಫೋಂಡಾ, ಗೋವಾ (ಸನಾತನ ಸಂಸ್ಥೆಯ ಡಾ. ಆಠವಲೆರವರ): bbox=[35, 2107, 244, 2118]
story12-photo-caption: ವಿಧಿಪೂರ್ವಕವಾಗಿ ಪ್ರಾರಂಭವಾಯಿತು. ಈ ಯಜ್ಞದಲ್ಲಿ ಯಜಮಾನರಾಗಿ ದಂಪತಿಗಳಾದ ಸದ್ಗುರು ನೀಲೇಶ ಸಿಂಗಬಾಳ ಮತ್ತು ಸದ್ಗುರು ಡಾ. ಶ್ರೀಶಸನ್ತೋಷ ಜೀ ಸಂದ್ರವಾದ ಡಾ. ಜಯಂತ ಆಠವಲೆರವರ ಸೂಕ್ಷ್ಮರೂಪ ನಿಲ್ಲಿಸಲಾಗಿದೆ. bbox=[291, 2322, 972, 2334]
story9-body bbox=[1165, 1508, 1522, 1746]
story5-col1 bbox=[421, 1395, 654, 1619]
story3-photo bbox=[639, 482, 1073, 635]
story10-dateline: ಚಾಮರಾಜನಗರ: bbox=[1165, 1802, 1220, 1813]
story2-dateline: ಚಾಮರಾಜನಗರ: bbox=[35, 546, 90, 558]
